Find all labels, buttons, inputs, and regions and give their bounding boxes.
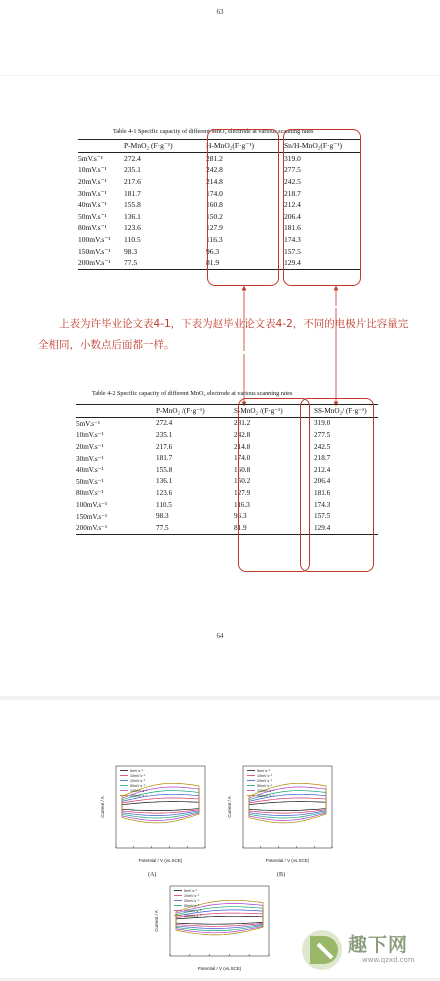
legend-entry: 20mV s⁻¹ — [130, 779, 146, 783]
capacity-cell: 96.3 — [206, 246, 220, 256]
scan-rate-cell: 50mV.s⁻¹ — [76, 477, 104, 486]
capacity-cell: 155.8 — [156, 465, 173, 474]
legend-entry: 5mV s⁻¹ — [257, 769, 271, 773]
capacity-cell: 214.8 — [206, 177, 223, 187]
scan-rate-cell: 5mV.s⁻¹ — [76, 419, 100, 428]
capacity-cell: 181.7 — [124, 188, 141, 198]
capacity-cell: 123.6 — [124, 223, 141, 233]
legend-entry: 10mV s⁻¹ — [184, 894, 200, 898]
capacity-cell: 150.2 — [234, 477, 251, 486]
red-annotation-note: 上表为许毕业论文表4-1，下表为赵毕业论文表4-2，不同的电极片比容量完全相同，小数点后面都一样。 — [38, 318, 409, 351]
capacity-cell: 181.6 — [284, 223, 301, 233]
capacity-cell: 217.6 — [156, 442, 173, 451]
cv-figure-c-plot — [152, 878, 277, 976]
capacity-cell: 242.5 — [314, 442, 331, 451]
cv-figure-a — [98, 758, 213, 868]
legend-entry: 100mV s⁻¹ — [257, 789, 275, 793]
capacity-cell: 98.3 — [156, 512, 169, 521]
capacity-cell: 319.0 — [284, 153, 301, 163]
page-65-figures — [0, 700, 440, 978]
legend-entry: 200mV s⁻¹ — [257, 794, 275, 798]
scan-rate-cell: 40mV.s⁻¹ — [76, 466, 104, 475]
figure-label-b: (B) — [277, 872, 285, 878]
capacity-cell: 174.0 — [234, 454, 251, 463]
page-number-64: 64 — [216, 632, 224, 640]
capacity-cell: 160.8 — [234, 465, 251, 474]
legend-entry: 20mV s⁻¹ — [257, 779, 273, 783]
capacity-cell: 242.8 — [206, 165, 223, 175]
capacity-cell: 217.6 — [124, 177, 141, 187]
capacity-cell: 235.1 — [156, 430, 173, 439]
watermark-brand: 趣下网 — [348, 934, 409, 956]
capacity-cell: 242.8 — [234, 430, 251, 439]
capacity-cell: 281.2 — [234, 419, 251, 428]
capacity-cell: 81.9 — [206, 257, 284, 269]
scan-rate-cell: 30mV.s⁻¹ — [78, 188, 107, 198]
capacity-cell: 281.2 — [206, 153, 223, 163]
capacity-cell: 272.4 — [156, 419, 173, 428]
table2-header-2: S-MnO₂ /(F·g⁻¹) — [234, 405, 314, 418]
x-axis-label: Potential / V (vs.SCE) — [197, 966, 242, 971]
table2-header-1: P-MnO₂ /(F·g⁻¹) — [156, 405, 234, 418]
capacity-cell: 174.0 — [206, 188, 223, 198]
cv-figure-c — [152, 878, 277, 976]
watermark-logo-icon — [300, 928, 344, 972]
page-63-fragment — [0, 0, 440, 75]
scan-rate-cell: 20mV.s⁻¹ — [76, 443, 104, 452]
legend-entry: 5mV s⁻¹ — [184, 889, 198, 893]
site-watermark — [300, 922, 440, 978]
capacity-cell: 160.8 — [206, 200, 223, 210]
capacity-cell: 235.1 — [124, 165, 141, 175]
legend-entry: 10mV s⁻¹ — [257, 774, 273, 778]
legend-entry: 100mV s⁻¹ — [130, 789, 148, 793]
capacity-cell: 77.5 — [124, 257, 206, 269]
table2-highlight-col3 — [300, 398, 374, 572]
table1-caption: Table 4-1 Specific capacity of different MnO₂ electrode at various scanning rates — [113, 128, 314, 135]
watermark-url: www.qzxd.com — [362, 956, 415, 964]
page-number-63: 63 — [216, 8, 224, 16]
capacity-cell: 319.0 — [314, 419, 331, 428]
legend-entry: 100mV s⁻¹ — [184, 909, 202, 913]
scan-rate-cell: 40mV.s⁻¹ — [78, 200, 107, 210]
scan-rate-cell: 30mV.s⁻¹ — [76, 454, 104, 463]
capacity-cell: 242.5 — [284, 177, 301, 187]
scan-rate-cell: 20mV.s⁻¹ — [78, 177, 107, 187]
cv-figure-b-plot — [225, 758, 340, 868]
capacity-cell: 212.4 — [284, 200, 301, 210]
legend-entry: 200mV s⁻¹ — [130, 794, 148, 798]
capacity-cell: 136.1 — [156, 477, 173, 486]
scan-rate-cell: 150mV.s⁻¹ — [78, 246, 111, 256]
cv-figure-a-plot — [98, 758, 213, 868]
table2-caption: Table 4-2 Specific capacity of different MnO₂ electrode at various scanning rates — [92, 390, 293, 397]
capacity-cell: 150.2 — [206, 211, 223, 221]
legend-entry: 5mV s⁻¹ — [130, 769, 144, 773]
capacity-cell: 218.7 — [284, 188, 301, 198]
capacity-cell: 212.4 — [314, 465, 331, 474]
capacity-cell: 129.4 — [284, 257, 360, 269]
scan-rate-cell: 200mV.s⁻¹ — [78, 257, 124, 269]
scan-rate-cell: 10mV.s⁻¹ — [76, 431, 104, 440]
legend-entry: 10mV s⁻¹ — [130, 774, 146, 778]
capacity-cell: 129.4 — [314, 522, 378, 534]
capacity-cell: 206.4 — [314, 477, 331, 486]
capacity-cell: 127.9 — [234, 488, 251, 497]
capacity-cell: 218.7 — [314, 454, 331, 463]
table1-header-1: P-MnO₂ (F·g⁻¹) — [124, 140, 206, 153]
cv-curve — [249, 802, 326, 811]
x-axis-label: Potential / V (vs.SCE) — [265, 858, 310, 863]
cv-figure-b — [225, 758, 340, 868]
capacity-cell: 277.5 — [314, 430, 331, 439]
capacity-cell: 127.9 — [206, 223, 223, 233]
scan-rate-cell: 80mV.s⁻¹ — [78, 223, 107, 233]
legend-entry: 50mV s⁻¹ — [257, 784, 273, 788]
capacity-cell: 206.4 — [284, 211, 301, 221]
capacity-cell: 157.5 — [284, 246, 301, 256]
capacity-cell: 110.5 — [124, 235, 141, 245]
capacity-cell: 123.6 — [156, 488, 173, 497]
legend-entry: 50mV s⁻¹ — [184, 904, 200, 908]
table1-header-2: H-MnO₂(F·g⁻¹) — [206, 140, 284, 153]
capacity-cell: 116.3 — [234, 500, 250, 509]
capacity-cell: 116.3 — [206, 235, 223, 245]
scan-rate-cell: 5mV.s⁻¹ — [78, 153, 104, 163]
page-64 — [0, 76, 440, 696]
capacity-cell: 181.7 — [156, 454, 173, 463]
table1-header-3: Sn/H-MnO₂(F·g⁻¹) — [284, 140, 360, 153]
scan-rate-cell: 80mV.s⁻¹ — [76, 489, 104, 498]
legend-entry: 20mV s⁻¹ — [184, 899, 200, 903]
capacity-cell: 136.1 — [124, 211, 141, 221]
annotation-arrows — [0, 76, 440, 696]
legend-entry: 200mV s⁻¹ — [184, 914, 202, 918]
scan-rate-cell: 100mV.s⁻¹ — [76, 501, 108, 510]
figure-label-a: (A) — [148, 872, 157, 878]
capacity-cell: 174.3 — [314, 500, 331, 509]
capacity-cell: 214.8 — [234, 442, 251, 451]
scan-rate-cell: 100mV.s⁻¹ — [78, 235, 111, 245]
table2-header-0 — [76, 405, 156, 418]
capacity-cell: 77.5 — [156, 522, 234, 534]
table2-header-3: SS-MnO₂/ (F·g⁻¹) — [314, 405, 378, 418]
cv-curve — [122, 802, 199, 811]
y-axis-label: Current / A — [154, 910, 159, 932]
y-axis-label: Current / A — [227, 796, 232, 818]
capacity-cell: 98.3 — [124, 246, 138, 256]
scan-rate-cell: 10mV.s⁻¹ — [78, 165, 107, 175]
capacity-cell: 277.5 — [284, 165, 301, 175]
capacity-cell: 272.4 — [124, 153, 141, 163]
scan-rate-cell: 50mV.s⁻¹ — [78, 211, 107, 221]
scan-rate-cell: 150mV.s⁻¹ — [76, 512, 108, 521]
capacity-cell: 181.6 — [314, 488, 331, 497]
capacity-cell: 110.5 — [156, 500, 172, 509]
capacity-cell: 155.8 — [124, 200, 141, 210]
legend-entry: 50mV s⁻¹ — [130, 784, 146, 788]
x-axis-label: Potential / V (vs.SCE) — [138, 858, 183, 863]
capacity-cell: 174.3 — [284, 235, 301, 245]
scan-rate-cell: 200mV.s⁻¹ — [76, 522, 156, 534]
capacity-cell: 157.5 — [314, 512, 331, 521]
y-axis-label: Current / A — [100, 796, 105, 818]
capacity-cell: 96.3 — [234, 512, 247, 521]
capacity-cell: 81.9 — [234, 522, 314, 534]
